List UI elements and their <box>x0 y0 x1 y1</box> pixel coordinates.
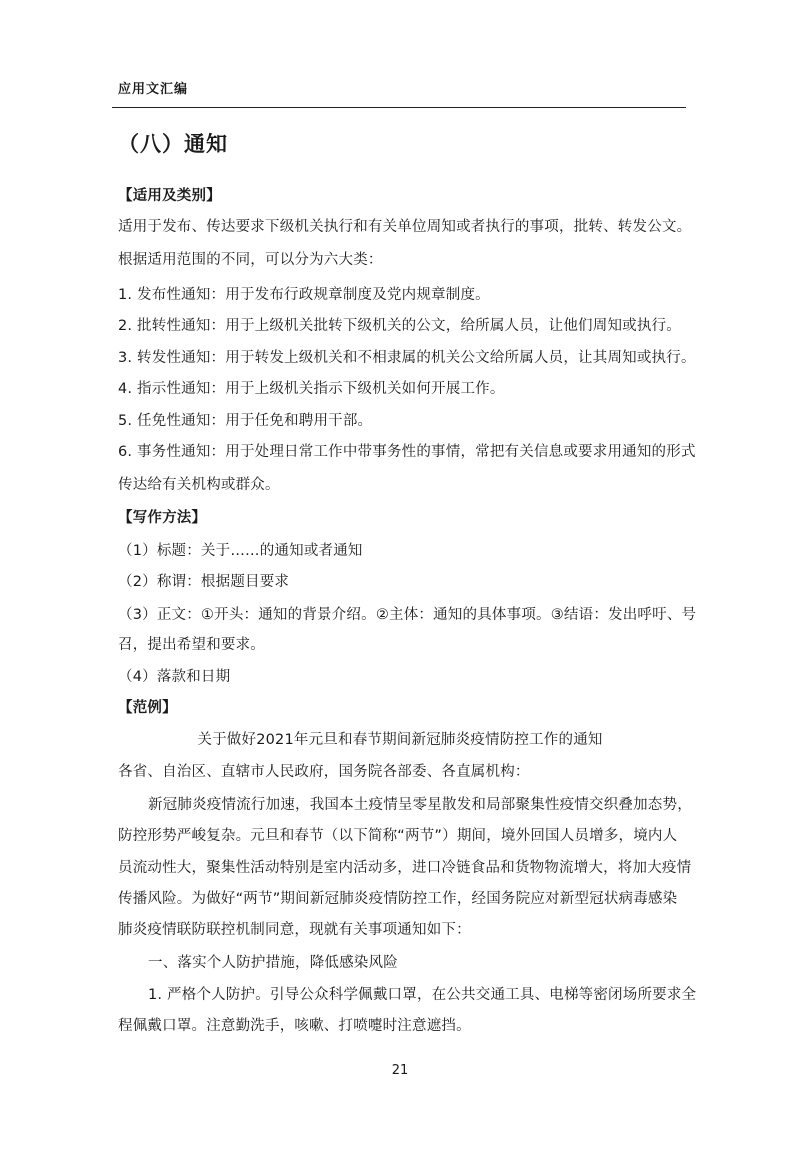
heading-scope: 【适用及类别】 <box>118 188 221 204</box>
example-paragraph-line: 新冠肺炎疫情流行加速，我国本土疫情呈零星散发和局部聚集性疫情交织叠加态势， <box>148 797 692 813</box>
method-line: （4）落款和日期 <box>118 669 231 685</box>
scope-line: 适用于发布、传达要求下级机关执行和有关单位周知或者执行的事项，批转、转发公文。 <box>118 219 692 235</box>
section-title: （八）通知 <box>118 132 228 156</box>
heading-example: 【范例】 <box>118 700 177 716</box>
example-addressee: 各省、自治区、直辖市人民政府，国务院各部委、各直属机构： <box>118 764 530 780</box>
running-head: 应用文汇编 <box>118 82 189 97</box>
category-item: 3. 转发性通知：用于转发上级机关和不相隶属的机关公文给所属人员，让其周知或执行。 <box>118 350 696 366</box>
example-paragraph-line: 防控形势严峻复杂。元旦和春节（以下简称“两节”）期间，境外回国人员增多，境内人 <box>118 828 678 844</box>
category-item: 6. 事务性通知：用于处理日常工作中带事务性的事情，常把有关信息或要求用通知的形式 <box>118 444 696 460</box>
example-paragraph-line: 员流动性大，聚集性活动特别是室内活动多，进口冷链食品和货物物流增大，将加大疫情 <box>118 860 692 876</box>
method-line: （3）正文：①开头：通知的背景介绍。②主体：通知的具体事项。③结语：发出呼吁、号 <box>118 607 697 623</box>
category-item: 传达给有关机构或群众。 <box>118 477 280 493</box>
example-paragraph-line: 程佩戴口罩。注意勤洗手，咳嗽、打喷嚏时注意遮挡。 <box>118 1018 471 1034</box>
example-subheading: 一、落实个人防护措施，降低感染风险 <box>148 955 398 971</box>
header-rule <box>112 107 686 108</box>
category-item: 4. 指示性通知：用于上级机关指示下级机关如何开展工作。 <box>118 381 505 397</box>
example-paragraph-line: 肺炎疫情联防联控机制同意，现就有关事项通知如下： <box>118 922 471 938</box>
method-line: （2）称谓：根据题目要求 <box>118 574 290 590</box>
category-item: 2. 批转性通知：用于上级机关批转下级机关的公文，给所属人员，让他们周知或执行。 <box>118 318 681 334</box>
example-title: 关于做好2021年元旦和春节期间新冠肺炎疫情防控工作的通知 <box>197 732 603 748</box>
heading-method: 【写作方法】 <box>118 510 207 526</box>
page-number: 21 <box>391 1063 409 1078</box>
scope-line: 根据适用范围的不同，可以分为六大类： <box>118 252 383 268</box>
method-line: 召，提出希望和要求。 <box>118 637 265 653</box>
method-line: （1）标题：关于……的通知或者通知 <box>118 543 363 559</box>
example-paragraph-line: 1. 严格个人防护。引导公众科学佩戴口罩，在公共交通工具、电梯等密闭场所要求全 <box>148 987 697 1003</box>
category-item: 5. 任免性通知：用于任免和聘用干部。 <box>118 413 373 429</box>
example-paragraph-line: 传播风险。为做好“两节”期间新冠肺炎疫情防控工作，经国务院应对新型冠状病毒感染 <box>118 891 678 907</box>
category-item: 1. 发布性通知：用于发布行政规章制度及党内规章制度。 <box>118 287 490 303</box>
